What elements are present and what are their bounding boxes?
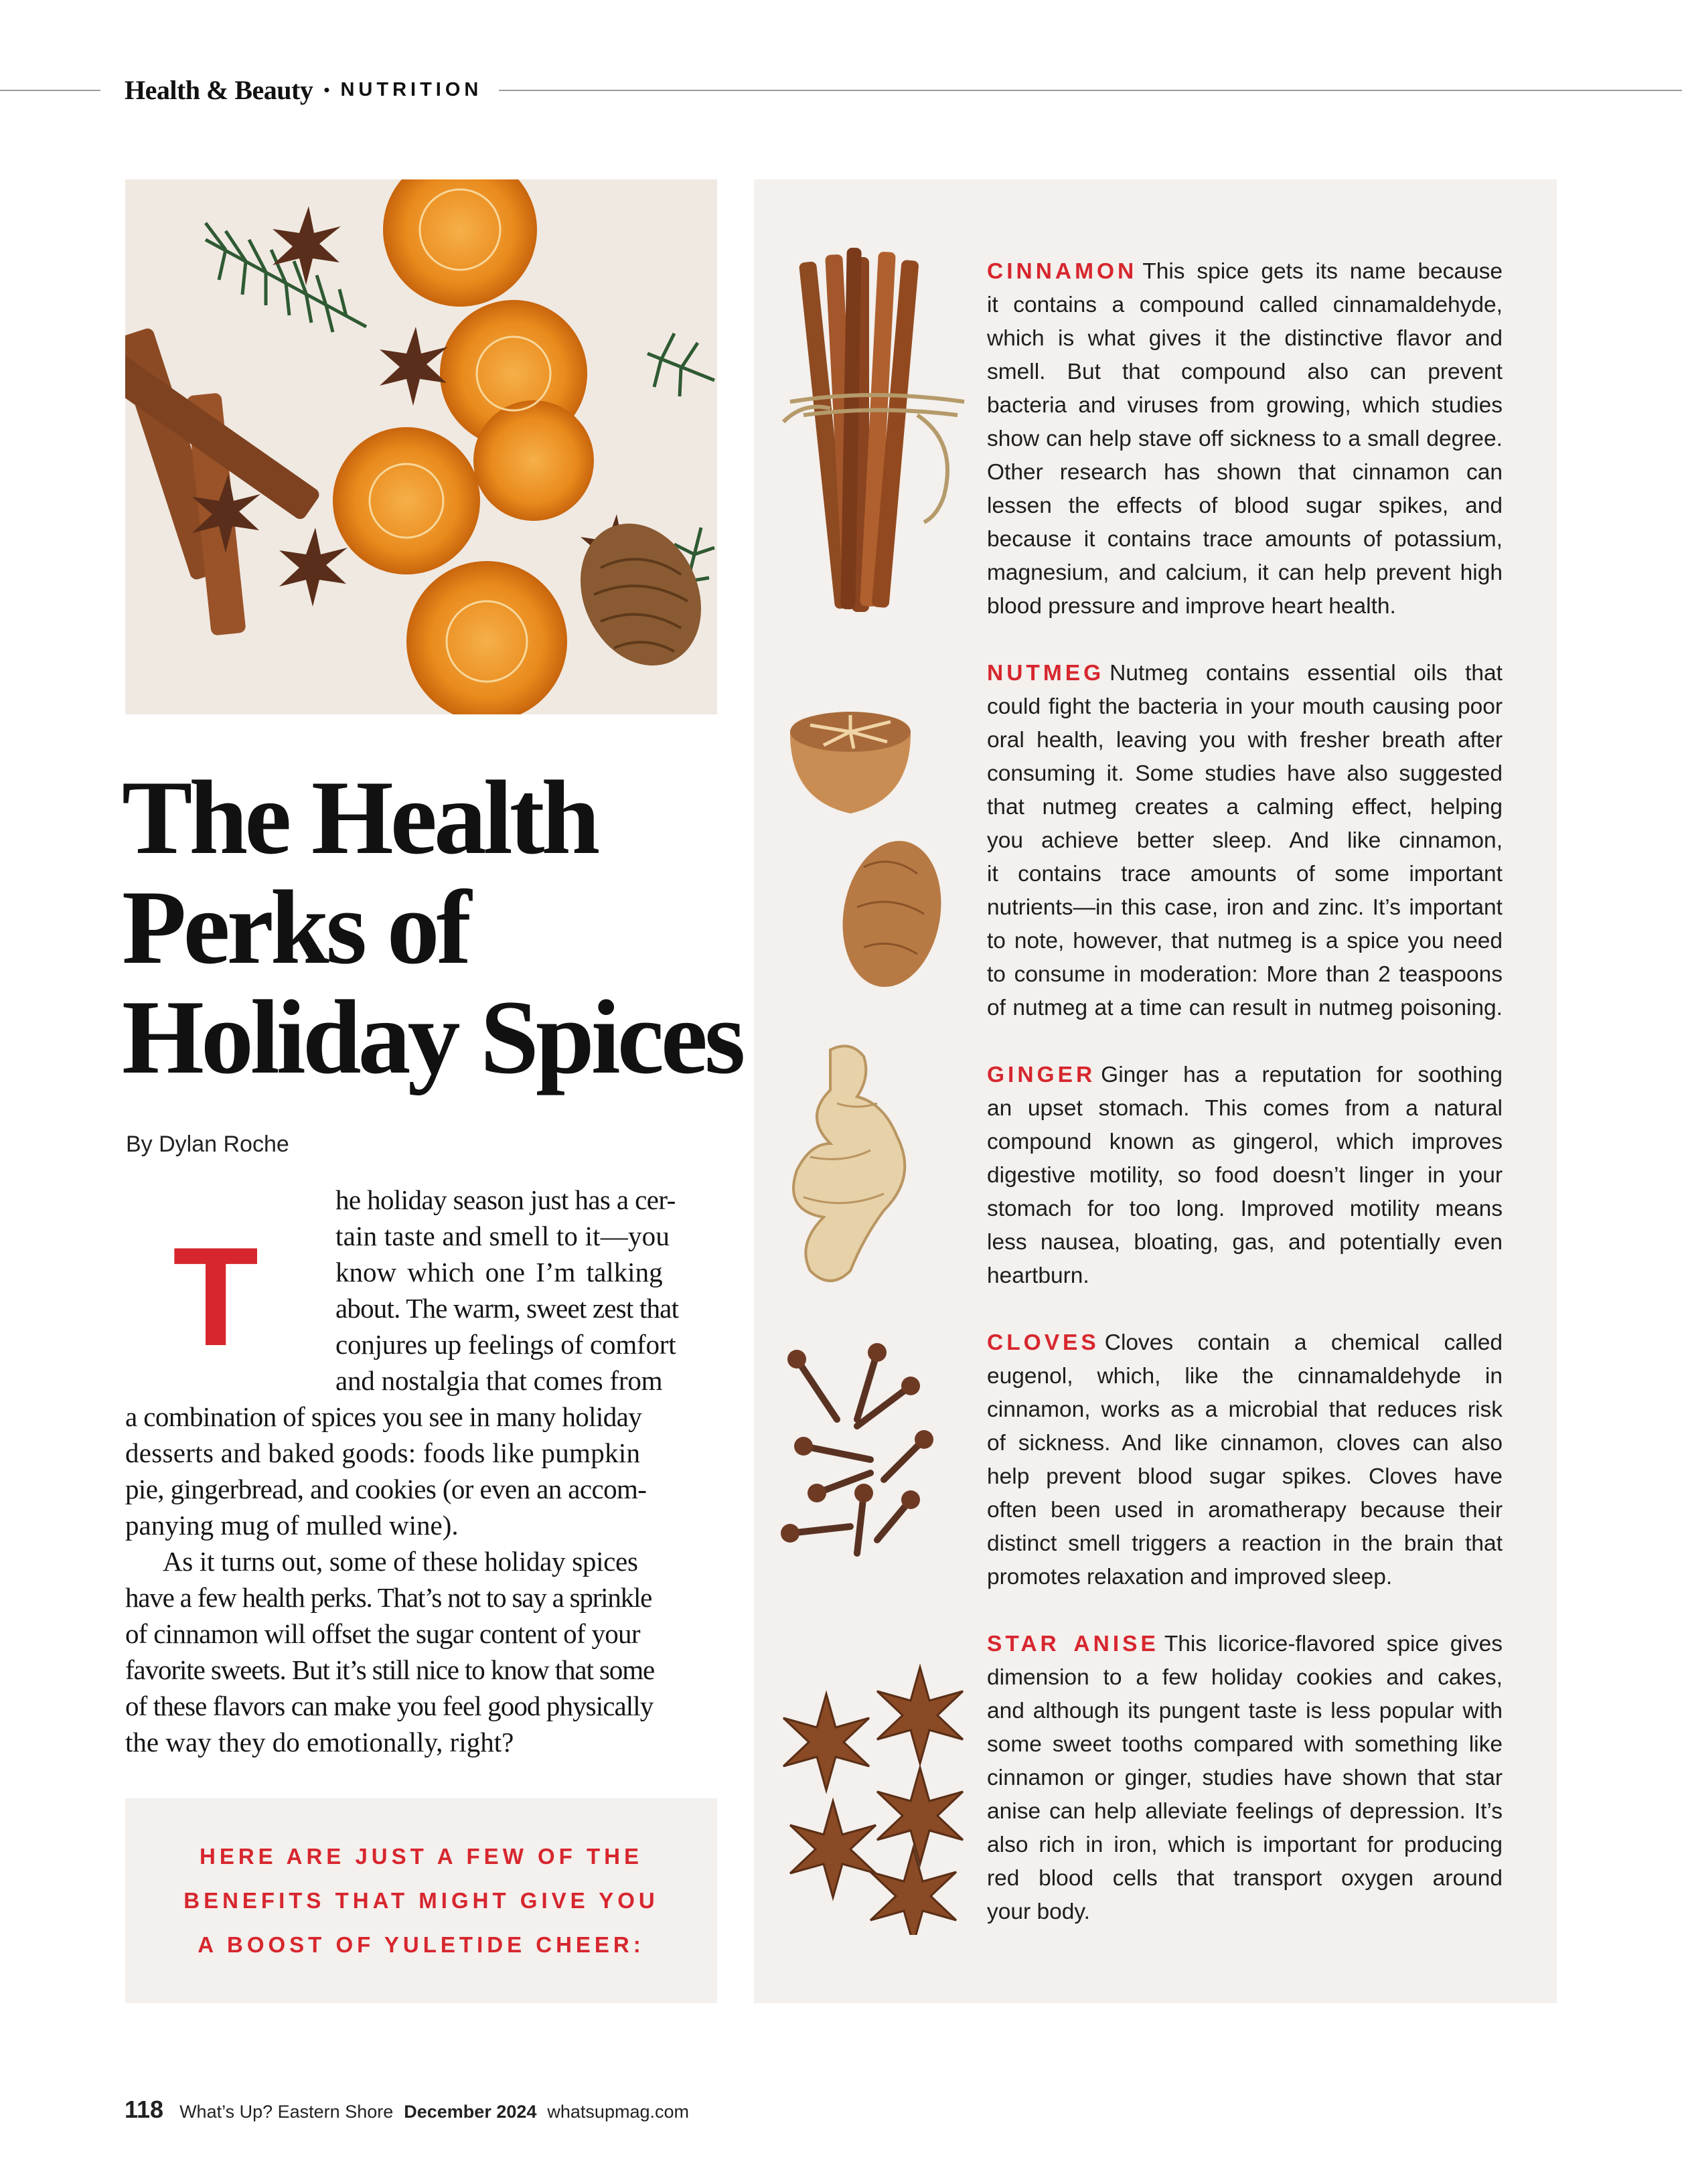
body-line: have a few health perks. That’s not to say a sprinkle (125, 1582, 652, 1613)
title-line: Holiday Spices (122, 979, 743, 1096)
spice-line: stomach for too long. Improved motility means (987, 1196, 1503, 1221)
page-footer (125, 2096, 689, 2125)
body-line: favorite sweets. But it’s still nice to know that some (125, 1654, 655, 1685)
cinnamon-sticks-icon (777, 248, 978, 636)
body-line: pie, gingerbread, and cookies (or even an accom- (125, 1474, 647, 1504)
spice-line: which is what gives it the distinctive flavor and (987, 326, 1503, 351)
spice-line: also rich in iron, which is important for producing (987, 1832, 1503, 1857)
article-title (122, 759, 743, 1096)
spice-line: CINNAMON This spice gets its name because (987, 259, 1503, 284)
dried-orange-cinnamon-star-anise-pinecone-photo (125, 179, 717, 714)
header-rule-left (0, 90, 100, 91)
body-line: know which one I’m talking (335, 1257, 663, 1288)
spice-line: nutrients—in this case, iron and zinc. It’s important (987, 895, 1503, 920)
spice-line: it contains trace amounts of some important (987, 862, 1503, 886)
body-line: As it turns out, some of these holiday spices (163, 1546, 638, 1577)
callout-box (125, 1798, 717, 2003)
spice-line: STAR ANISE This licorice-flavored spice gives (987, 1632, 1503, 1656)
spice-line: GINGER Ginger has a reputation for soothing (987, 1063, 1503, 1087)
spice-line: your body. (987, 1899, 1090, 1924)
spice-line: red blood cells that transport oxygen around (987, 1866, 1503, 1891)
spice-line: CLOVES Cloves contain a chemical called (987, 1330, 1503, 1355)
spice-line: consuming it. Some studies have also suggested (987, 761, 1503, 786)
spice-line: distinct smell triggers a reaction in the brain that (987, 1531, 1503, 1556)
body-line: conjures up feelings of comfort (335, 1329, 676, 1360)
spice-line: promotes relaxation and improved sleep. (987, 1565, 1393, 1589)
publication-name: What’s Up? Eastern Shore (179, 2102, 394, 2122)
spice-heading-cinnamon: CINNAMON (987, 259, 1138, 284)
spice-line: to consume in moderation: More than 2 teaspoons (987, 962, 1503, 987)
body-line: desserts and baked goods: foods like pumpkin (125, 1437, 641, 1468)
spice-heading-ginger: GINGER (987, 1063, 1096, 1087)
spice-line: anise can help alleviate feelings of depression. It’s (987, 1799, 1503, 1824)
spice-line: often been used in aromatherapy because their (987, 1498, 1503, 1523)
spice-line: that nutmeg creates a calming effect, helping (987, 795, 1503, 820)
section-label (125, 72, 482, 107)
section-name: Health & Beauty (125, 74, 313, 105)
spice-line: it contains a compound called cinnamaldehyde, (987, 293, 1503, 317)
body-line: tain taste and smell to it—you (335, 1221, 670, 1251)
body-line: of cinnamon will offset the sugar content of your (125, 1618, 640, 1649)
body-line: about. The warm, sweet zest that (335, 1293, 679, 1324)
drop-cap: T (173, 1218, 259, 1375)
spice-line: blood pressure and improve heart health. (987, 594, 1396, 619)
spice-line: lessen the effects of blood sugar spikes, and (987, 493, 1503, 518)
cloves-icon (777, 1332, 951, 1567)
star-anise-icon (770, 1654, 971, 1935)
spice-line: cinnamon or ginger, studies have shown that star (987, 1766, 1503, 1790)
spice-line: Other research has shown that cinnamon can (987, 460, 1503, 485)
spice-heading-nutmeg: NUTMEG (987, 661, 1105, 686)
spice-line: to note, however, that nutmeg is a spice you need (987, 929, 1503, 953)
spice-line: magnesium, and calcium, it can help prevent high (987, 560, 1503, 585)
spice-line: compound known as gingerol, which improves (987, 1129, 1503, 1154)
body-line: the way they do emotionally, right? (125, 1727, 514, 1758)
spice-heading-cloves: CLOVES (987, 1330, 1099, 1355)
body-line: he holiday season just has a cer- (335, 1184, 676, 1215)
spice-line: smell. But that compound also can prevent (987, 360, 1503, 384)
hero-photo (125, 179, 717, 714)
spice-line: NUTMEG Nutmeg contains essential oils that (987, 661, 1503, 686)
title-line: The Health (122, 759, 597, 876)
callout-line: HERE ARE JUST A FEW OF THE (199, 1844, 643, 1869)
spice-line: help prevent blood sugar spikes. Cloves have (987, 1464, 1503, 1489)
nutmeg-icon (783, 706, 944, 1001)
callout-line: BENEFITS THAT MIGHT GIVE YOU (183, 1888, 659, 1913)
callout-line: A BOOST OF YULETIDE CHEER: (198, 1932, 645, 1957)
section-category: NUTRITION (340, 78, 483, 100)
spice-line: and although its pungent taste is less popular with (987, 1699, 1503, 1723)
byline: By Dylan Roche (126, 1132, 289, 1157)
body-line: a combination of spices you see in many holiday (125, 1401, 642, 1432)
ginger-root-icon (783, 1043, 931, 1284)
spice-line: of nutmeg at a time can result in nutmeg poisoning. (987, 996, 1503, 1020)
spice-line: dimension to a few holiday cookies and cakes, (987, 1665, 1503, 1690)
issue-date: December 2024 (404, 2102, 537, 2122)
spice-line: could fight the bacteria in your mouth causing poor (987, 694, 1503, 719)
spice-line: oral health, leaving you with fresher breath after (987, 728, 1503, 753)
website[interactable]: whatsupmag.com (547, 2102, 689, 2122)
spice-line: of sickness. And like cinnamon, cloves can also (987, 1431, 1503, 1456)
spice-line: you achieve better sleep. And like cinnamon, (987, 828, 1503, 853)
section-separator: • (323, 79, 330, 100)
body-line: of these flavors can make you feel good physically (125, 1691, 654, 1721)
body-line: and nostalgia that comes from (335, 1365, 663, 1396)
spice-line: because it contains trace amounts of potassium, (987, 527, 1503, 552)
spice-line: an upset stomach. This comes from a natural (987, 1096, 1503, 1121)
spice-line: digestive motility, so food doesn’t linger in your (987, 1163, 1503, 1188)
body-line: panying mug of mulled wine). (125, 1510, 459, 1541)
spice-line: eugenol, which, like the cinnamaldehyde in (987, 1364, 1503, 1389)
spice-line: cinnamon, works as a microbial that reduces risk (987, 1397, 1503, 1422)
spice-line: heartburn. (987, 1263, 1089, 1288)
spice-heading-star-anise: STAR ANISE (987, 1632, 1159, 1656)
header-rule-right (499, 90, 1682, 91)
page-number: 118 (125, 2096, 164, 2123)
title-line: Perks of (122, 869, 469, 986)
spice-line: bacteria and viruses from growing, which studies (987, 393, 1503, 418)
spice-line: some sweet tooths compared with something like (987, 1732, 1503, 1757)
spice-line: show can help stave off sickness to a small degree. (987, 426, 1503, 451)
spice-line: less nausea, bloating, gas, and potentially even (987, 1230, 1503, 1255)
